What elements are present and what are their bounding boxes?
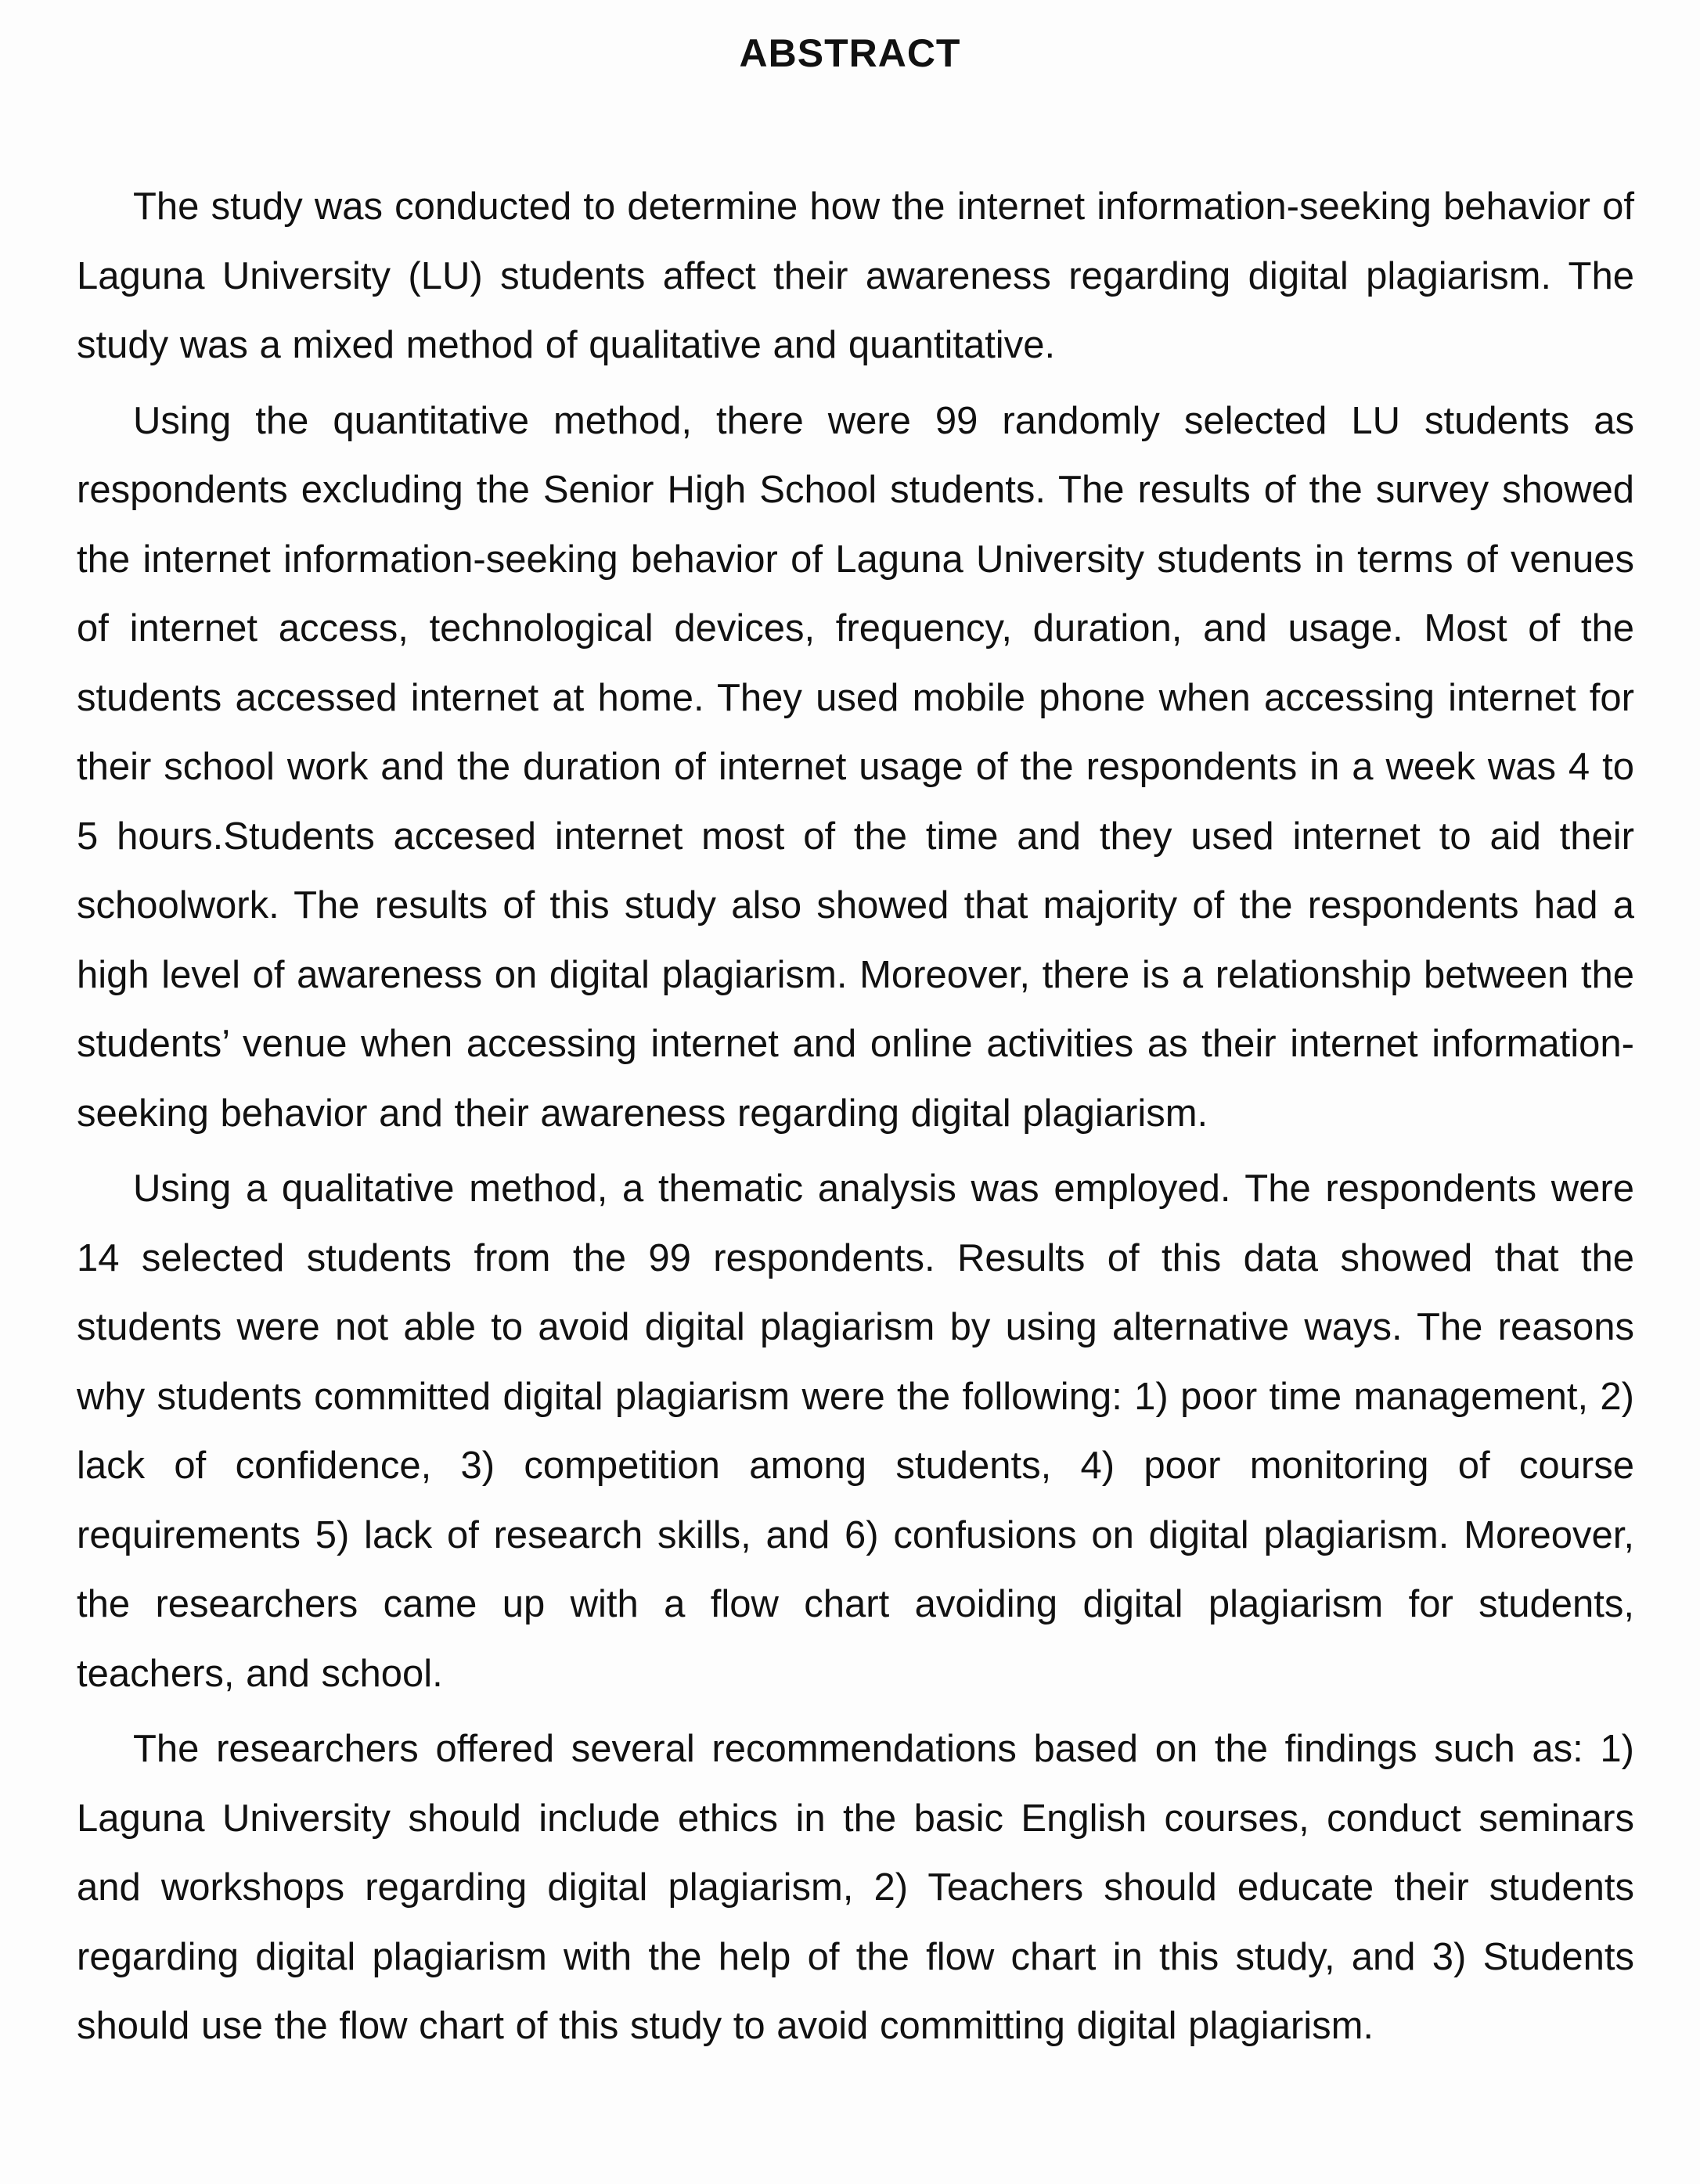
paragraph-recommendations: The researchers offered several recommendations based on the findings such as: 1) Laguna University should include ethics in the basic English courses, conduct seminars and workshops regarding digital plagiarism, 2) Teachers should educate their students regarding digital plagiarism with the help of the flow chart in this study, and 3) Students should use the flow chart of this study to avoid committing digital plagiarism. xyxy=(77,1728,1634,2047)
page-title: ABSTRACT xyxy=(739,31,961,75)
abstract-body xyxy=(77,172,1634,2067)
paragraph-quantitative: Using the quantitative method, there were 99 randomly selected LU students as respondents excluding the Senior High School students. The results of the survey showed the internet information-seeking behavior of Laguna University students in terms of venues of internet access, technological devices, frequency, duration, and usage. Most of the students accessed internet at home. They used mobile phone when accessing internet for their school work and the duration of internet usage of the respondents in a week was 4 to 5 hours.Students accesed internet most of the time and they used internet to aid their schoolwork. The results of this study also showed that majority of the respondents had a high level of awareness on digital plagiarism. Moreover, there is a relationship between the students’ venue when accessing internet and online activities as their internet information-seeking behavior and their awareness regarding digital plagiarism. xyxy=(77,399,1634,1135)
paragraph-qualitative: Using a qualitative method, a thematic analysis was employed. The respondents were 14 selected students from the 99 respondents. Results of this data showed that the students were not able to avoid digital plagiarism by using alternative ways. The reasons why students committed digital plagiarism were the following: 1) poor time management, 2) lack of confidence, 3) competition among students, 4) poor monitoring of course requirements 5) lack of research skills, and 6) confusions on digital plagiarism. Moreover, the researchers came up with a flow chart avoiding digital plagiarism for students, teachers, and school. xyxy=(77,1168,1634,1695)
paragraph-purpose: The study was conducted to determine how the internet information-seeking behavior of Laguna University (LU) students affect their awareness regarding digital plagiarism. The study was a mixed method of qualitative and quantitative. xyxy=(77,185,1634,366)
